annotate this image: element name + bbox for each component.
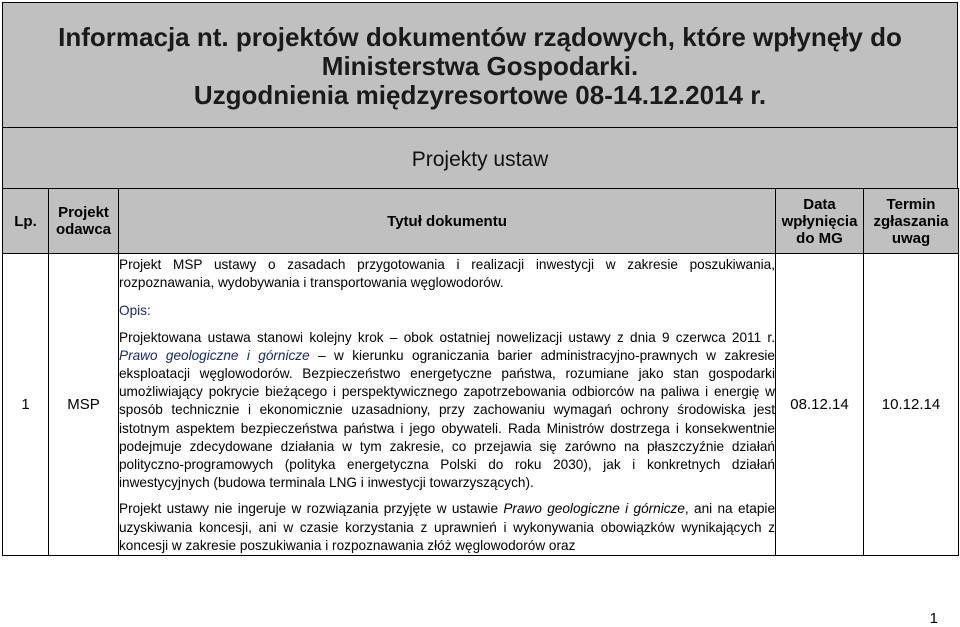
document-title [3, 23, 957, 110]
title-line-1: Informacja nt. projektów dokumentów rządowych, które wpłynęły do [58, 22, 902, 52]
section-title: Projekty ustaw [411, 148, 549, 171]
law-reference: Prawo geologiczne i górnicze [503, 501, 685, 517]
table-row [3, 254, 959, 556]
page-number: 1 [929, 610, 938, 627]
row-author: MSP [49, 254, 119, 556]
title-line-2: Ministerstwa Gospodarki. [321, 51, 639, 81]
header-deadline: Termin zgłaszania uwag [864, 189, 959, 254]
document-title-text: Projekt MSP ustawy o zasadach przygotowania i realizacji inwestycji w zakresie poszukiwania, rozpoznawania, wydobywania i transportowania węglowodorów. [119, 257, 775, 291]
header-author: Projekt odawca [49, 189, 119, 254]
law-reference: Prawo geologiczne i górnicze [119, 347, 310, 363]
row-deadline: 10.12.14 [864, 254, 959, 556]
documents-table [2, 188, 959, 556]
opis-label: Opis: [119, 303, 151, 319]
row-lp: 1 [3, 254, 49, 556]
header-doc-title: Tytuł dokumentu [119, 189, 776, 254]
row-date-in: 08.12.14 [776, 254, 864, 556]
header-lp: Lp. [3, 189, 49, 254]
document-header [2, 2, 958, 128]
row-content [119, 254, 776, 556]
table-header-row [3, 189, 959, 254]
header-date-in: Data wpłynięcia do MG [776, 189, 864, 254]
section-header [2, 128, 958, 188]
description-paragraph-1: Projektowana ustawa stanowi kolejny krok – obok ostatniej nowelizacji ustawy z dnia 9 czerwca 2011 r. Prawo geologiczne i górnicze – w kierunku ograniczania barier administracyjno-prawnych w zakresie eksploatacji węglowodorów. Bezpieczeństwo energetyczne państwa, rozumiane jako stan gospodarki umożliwiający pokrycie bieżącego i perspektywicznego zapotrzebowania odbiorców na paliwa i energię w sposób technicznie i ekonomicznie uzasadniony, przy zachowaniu wymagań ochrony środowiska jest istotnym aspektem bezpieczeństwa państwa i jego obywateli. Rada Ministrów dostrzega i konsekwentnie podejmuje zdecydowane działania w tym zakresie, co przejawia się zarówno na płaszczyźnie działań polityczno-programowych (polityka energetyczna Polski do roku 2030), jak i konkretnych działań inwestycyjnych (budowa terminala LNG i inwestycji towarzyszących). [119, 329, 775, 491]
title-line-3: Uzgodnienia międzyresortowe 08-14.12.2014 r. [193, 80, 767, 110]
description-paragraph-2: Projekt ustawy nie ingeruje w rozwiązania przyjęte w ustawie Prawo geologiczne i górnicze, ani na etapie uzyskiwania koncesji, ani w czasie korzystania z uprawnień i wykonywania obowiązków wynikających z koncesji w zakresie poszukiwania i rozpoznawania złóż węglowodorów oraz [119, 501, 776, 553]
